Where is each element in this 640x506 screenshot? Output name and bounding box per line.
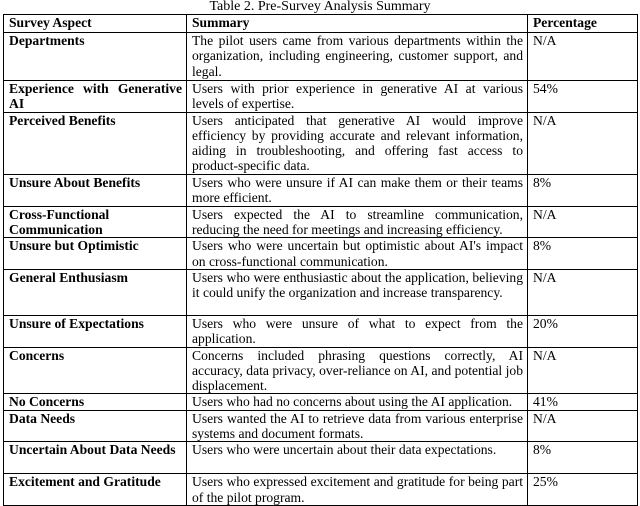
summary-cell: Users with prior experience in generative AI at various levels of expertise. — [187, 81, 528, 113]
percentage-cell: 8% — [528, 174, 638, 206]
header-summary: Summary — [187, 15, 528, 33]
table-row — [4, 347, 638, 394]
percentage-cell: N/A — [528, 347, 638, 394]
summary-cell: Users anticipated that generative AI would improve efficiency by providing accurate and relevant information, aiding in troubleshooting, and offering fast access to product-specific data. — [187, 112, 528, 174]
aspect-cell: Data Needs — [4, 410, 187, 442]
table-row — [4, 410, 638, 442]
summary-cell: The pilot users came from various departments within the organization, including engineering, customer support, and legal. — [187, 33, 528, 81]
aspect-cell: General Enthusiasm — [4, 269, 187, 315]
percentage-cell: 8% — [528, 442, 638, 474]
percentage-cell: N/A — [528, 410, 638, 442]
percentage-cell: N/A — [528, 206, 638, 238]
table-row — [4, 474, 638, 506]
table-row — [4, 269, 638, 315]
summary-cell: Users expected the AI to streamline communication, reducing the need for meetings and increasing efficiency. — [187, 206, 528, 238]
aspect-cell: Experience with Generative AI — [4, 81, 187, 113]
table-row — [4, 442, 638, 474]
summary-cell: Concerns included phrasing questions correctly, AI accuracy, data privacy, over-reliance on AI, and potential job displacement. — [187, 347, 528, 394]
summary-cell: Users who were unsure if AI can make them or their teams more efficient. — [187, 174, 528, 206]
percentage-cell: 25% — [528, 474, 638, 506]
percentage-cell: 20% — [528, 315, 638, 347]
aspect-cell: Unsure About Benefits — [4, 174, 187, 206]
aspect-cell: Excitement and Gratitude — [4, 474, 187, 506]
summary-cell: Users who were uncertain about their data expectations. — [187, 442, 528, 474]
aspect-cell: Departments — [4, 33, 187, 81]
percentage-cell: N/A — [528, 33, 638, 81]
percentage-cell: 54% — [528, 81, 638, 113]
header-percentage: Percentage — [528, 15, 638, 33]
summary-cell: Users who were uncertain but optimistic about AI's impact on cross-functional communication. — [187, 238, 528, 270]
header-row — [4, 15, 638, 33]
table-caption: Table 2. Pre-Survey Analysis Summary — [209, 0, 431, 14]
summary-cell: Users wanted the AI to retrieve data from various enterprise systems and document formats. — [187, 410, 528, 442]
aspect-cell: Perceived Benefits — [4, 112, 187, 174]
percentage-cell: N/A — [528, 112, 638, 174]
table-row — [4, 81, 638, 113]
summary-cell: Users who were enthusiastic about the application, believing it could unify the organization and increase transparency. — [187, 269, 528, 315]
table-row — [4, 33, 638, 81]
percentage-cell: N/A — [528, 269, 638, 315]
percentage-cell: 41% — [528, 394, 638, 410]
table-row — [4, 112, 638, 174]
table-row — [4, 206, 638, 238]
summary-cell: Users who had no concerns about using the AI application. — [187, 394, 528, 410]
aspect-cell: No Concerns — [4, 394, 187, 410]
percentage-cell: 8% — [528, 238, 638, 270]
table-row — [4, 394, 638, 410]
aspect-cell: Cross-Functional Communication — [4, 206, 187, 238]
table-row — [4, 174, 638, 206]
aspect-cell: Unsure but Optimistic — [4, 238, 187, 270]
aspect-cell: Unsure of Expectations — [4, 315, 187, 347]
aspect-cell: Uncertain About Data Needs — [4, 442, 187, 474]
aspect-cell: Concerns — [4, 347, 187, 394]
table-row — [4, 315, 638, 347]
summary-cell: Users who expressed excitement and gratitude for being part of the pilot program. — [187, 474, 528, 506]
table-row — [4, 238, 638, 270]
header-aspect: Survey Aspect — [4, 15, 187, 33]
summary-cell: Users who were unsure of what to expect from the application. — [187, 315, 528, 347]
survey-table — [3, 14, 638, 506]
